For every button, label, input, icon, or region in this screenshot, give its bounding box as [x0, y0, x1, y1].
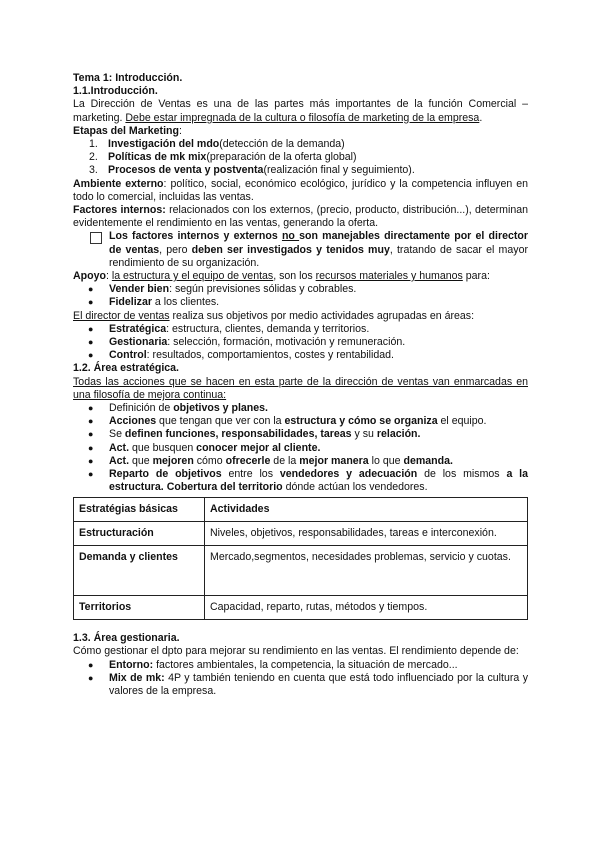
checkbox-icon[interactable] [90, 232, 102, 244]
table-cell: Demanda y clientes [74, 545, 205, 595]
factores-paragraph: Factores internos: relacionados con los externos, (precio, producto, distribución...), determinan evidentemente el rendimiento en las ventas, generando la oferta. [73, 204, 528, 230]
bullet-icon: ● [88, 429, 94, 440]
bullet-icon: ● [88, 284, 94, 295]
list-item: ● Acciones que tengan que ver con la estructura y cómo se organiza el equipo. [88, 415, 487, 428]
bullet-icon: ● [88, 416, 94, 427]
list-item: ● Control: resultados, comportamientos, costes y rentabilidad. [88, 349, 394, 362]
etapa-item: 3. Procesos de venta y postventa(realización final y seguimiento). [89, 164, 415, 177]
list-item: ● Act. que busquen conocer mejor al cliente. [88, 441, 321, 454]
list-item: ● Fidelizar a los clientes. [88, 296, 220, 309]
bullet-icon: ● [88, 672, 94, 683]
bullet-icon: ● [88, 323, 94, 334]
table-header-cell: Actividades [205, 497, 528, 521]
gestionaria-list [73, 659, 528, 699]
table-row [74, 521, 528, 545]
director-paragraph: El director de ventas realiza sus objetivos por medio actividades agrupadas en áreas: [73, 309, 475, 322]
list-item: ● Definición de objetivos y planes. [88, 402, 268, 415]
bullet-icon: ● [88, 455, 94, 466]
table-cell: Estructuración [74, 521, 205, 545]
estrategica-list [73, 402, 528, 494]
list-item: ● Vender bien: según previsiones sólidas y cobrables. [88, 283, 357, 296]
table-row [74, 545, 528, 595]
list-item: ● Entorno: factores ambientales, la competencia, la situación de mercado... [88, 658, 458, 671]
page-title: Tema 1: Introducción. [73, 72, 183, 84]
section-1-3-intro: Cómo gestionar el dpto para mejorar su rendimiento en las ventas. El rendimiento depende de: [73, 645, 519, 658]
table-row [74, 595, 528, 619]
apoyo-list [73, 283, 528, 309]
table-cell: Niveles, objetivos, responsabilidades, tareas e interconexión. [205, 521, 528, 545]
bullet-icon: ● [88, 297, 94, 308]
list-item: ● Gestionaria: selección, formación, motivación y remuneración. [88, 336, 406, 349]
table-header-cell: Estratégias básicas [74, 497, 205, 521]
table-cell: Territorios [74, 595, 205, 619]
bullet-icon: ● [88, 350, 94, 361]
list-item: ● Reparto de objetivos entre los vendedores y adecuación de los mismos a la estructura. Cobertura del territorio dónde actúan los vendedores. [88, 468, 529, 494]
etapas-label: Etapas del Marketing: [73, 124, 182, 137]
areas-list [73, 323, 528, 363]
list-item: ● Estratégica: estructura, clientes, demanda y territorios. [88, 322, 370, 335]
table-cell: Capacidad, reparto, rutas, métodos y tiempos. [205, 595, 528, 619]
etapa-item: 2. Políticas de mk mix(preparación de la oferta global) [89, 151, 357, 164]
document-page [73, 72, 528, 698]
table-header-row [74, 497, 528, 521]
section-1-1-heading: 1.1.Introducción. [73, 85, 158, 98]
section-1-2-intro: Todas las acciones que se hacen en esta parte de la dirección de ventas van enmarcadas en una filosofía de mejora continua: [73, 375, 528, 401]
etapas-list [73, 138, 528, 178]
list-item: ● Mix de mk: 4P y también teniendo en cuenta que está todo influenciado por la cultura y valores de la empresa. [88, 671, 528, 697]
list-item: ● Se definen funciones, responsabilidades, tareas y su relación. [88, 428, 421, 441]
section-1-2-heading: 1.2. Área estratégica. [73, 362, 179, 375]
bullet-icon: ● [88, 469, 94, 480]
checkbox-note: Los factores internos y externos no son manejables directamente por el director de ventas, pero deben ser investigados y tenidos muy, tratando de sacar el mayor rendimiento de su organización. [73, 230, 528, 270]
apoyo-paragraph: Apoyo: la estructura y el equipo de ventas, son los recursos materiales y humanos para: [73, 270, 490, 283]
bullet-icon: ● [88, 442, 94, 453]
intro-paragraph: La Dirección de Ventas es una de las partes más importantes de la función Comercial –marketing. Debe estar impregnada de la cultura o filosofía de marketing de la empresa. [73, 98, 528, 124]
etapa-item: 1. Investigación del mdo(detección de la demanda) [89, 138, 345, 151]
list-item: ● Act. que mejoren cómo ofrecerle de la mejor manera lo que demanda. [88, 454, 453, 467]
bullet-icon: ● [88, 659, 94, 670]
estrategias-table [73, 497, 528, 621]
ambiente-paragraph: Ambiente externo: político, social, económico ecológico, jurídico y la competencia influyen en todo lo comercial, incluidas las ventas. [73, 177, 529, 203]
bullet-icon: ● [88, 403, 94, 414]
section-1-3-heading: 1.3. Área gestionaria. [73, 632, 180, 645]
bullet-icon: ● [88, 337, 94, 348]
table-cell: Mercado,segmentos, necesidades problemas, servicio y cuotas. [205, 545, 528, 595]
